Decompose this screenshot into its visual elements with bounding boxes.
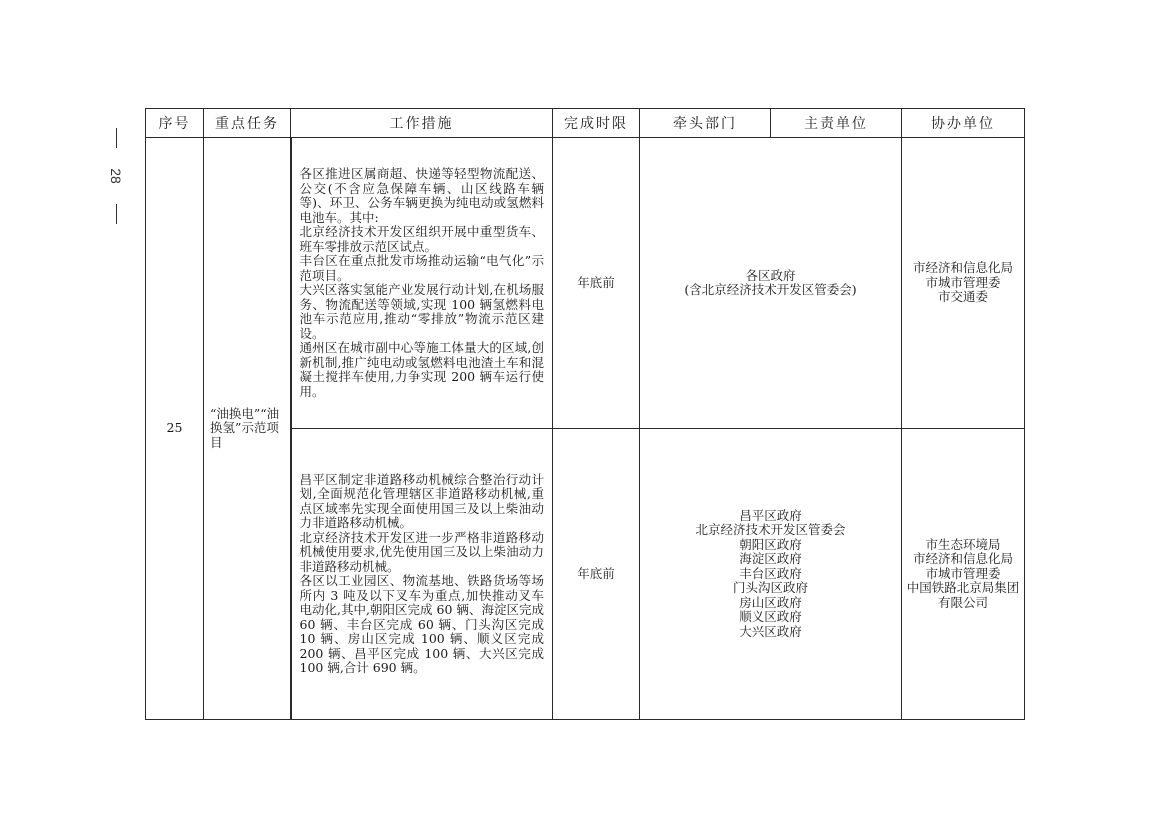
- assist-unit: 市生态环境局: [925, 536, 1001, 552]
- lead-unit: 昌平区政府: [739, 507, 802, 523]
- page-number: [104, 128, 128, 224]
- lead-unit: 北京经济技术开发区管委会: [695, 522, 846, 538]
- lead-unit: 门头沟区政府: [732, 580, 808, 596]
- item-lead-cell: [640, 429, 902, 720]
- measure-text: 大兴区落实氢能产业发展行动计划,在机场服务、物流配送等领域,实现 100 辆氢燃料电池车示范应用,推动“零排放”物流示范区建设。: [299, 282, 544, 341]
- measure-text: 各区推进区属商超、快递等轻型物流配送、公交(不含应急保障车辆、山区线路车辆等)、环卫、公务车辆更换为纯电动或氢燃料电池车。其中:: [299, 166, 544, 225]
- assist-unit: 中国铁路北京局集团: [906, 580, 1020, 596]
- measure-text: 通州区在城市副中心等施工体量大的区域,创新机制,推广纯电动或氢燃料电池渣土车和混凝土搅拌车使用,力争实现 200 辆车运行使用。: [299, 340, 544, 399]
- assist-unit: 市经济和信息化局: [912, 260, 1013, 276]
- item-deadline: 年底前: [553, 138, 640, 429]
- lead-unit: 房山区政府: [739, 594, 802, 610]
- item-task: “油换电”“油换氢”示范项目: [204, 138, 291, 720]
- header-assist-unit: 协办单位: [902, 109, 1025, 138]
- header-lead-dept: 牵头部门: [640, 109, 771, 138]
- table-header-row: [146, 109, 1025, 138]
- measure-text: 丰台区在重点批发市场推动运输“电气化”示范项目。: [299, 253, 544, 283]
- header-deadline: 完成时限: [553, 109, 640, 138]
- measure-text: 昌平区制定非道路移动机械综合整治行动计划,全面规范化管理辖区非道路移动机械,重点区域率先实现全面使用国三及以上柴油动力非道路移动机械。: [299, 471, 544, 530]
- header-measures: 工作措施: [291, 109, 553, 138]
- item-index: 25: [146, 138, 204, 720]
- page-number-dash-bottom: [116, 204, 117, 224]
- lead-unit: 海淀区政府: [739, 551, 802, 567]
- item-lead-cell: [640, 138, 902, 429]
- lead-unit: 丰台区政府: [739, 565, 802, 581]
- lead-unit: 大兴区政府: [739, 623, 802, 639]
- item-assist-cell: [902, 138, 1025, 429]
- header-task: 重点任务: [204, 109, 291, 138]
- measure-text: 北京经济技术开发区进一步严格非道路移动机械使用要求,优先使用国三及以上柴油动力非道路移动机械。: [299, 529, 544, 574]
- header-index: 序号: [146, 109, 204, 138]
- measure-text: 各区以工业园区、物流基地、铁路货场等场所内 3 吨及以下叉车为重点,加快推动叉车电动化,其中,朝阳区完成 60 辆、海淀区完成 60 辆、丰台区完成 60 辆、门头沟区完成 10 辆、房山区完成 100 辆、顺义区完成 200 辆、昌平区完成 100 辆、大兴区完成 100 辆,合计 690 辆。: [299, 573, 544, 675]
- assist-unit: 市交通委: [937, 289, 988, 305]
- item-measures-cell: [291, 138, 553, 429]
- page-number-dash-top: [116, 128, 117, 148]
- task-table: [145, 108, 1025, 720]
- lead-unit: 顺义区政府: [739, 609, 802, 625]
- assist-unit: 市城市管理委: [925, 565, 1001, 581]
- item-assist-cell: [902, 429, 1025, 720]
- lead-unit: (含北京经济技术开发区管委会): [684, 282, 857, 297]
- page-number-text: 28: [107, 168, 124, 184]
- assist-unit: 市城市管理委: [925, 274, 1001, 290]
- header-main-unit: 主责单位: [771, 109, 902, 138]
- assist-unit: 有限公司: [937, 594, 988, 610]
- measure-text: 北京经济技术开发区组织开展中重型货车、班车零排放示范区试点。: [299, 224, 544, 254]
- table-row: [146, 138, 1025, 429]
- lead-unit: 朝阳区政府: [739, 536, 802, 552]
- item-deadline: 年底前: [553, 429, 640, 720]
- item-measures-cell: [291, 429, 553, 720]
- lead-unit: 各区政府: [745, 267, 796, 283]
- assist-unit: 市经济和信息化局: [912, 551, 1013, 567]
